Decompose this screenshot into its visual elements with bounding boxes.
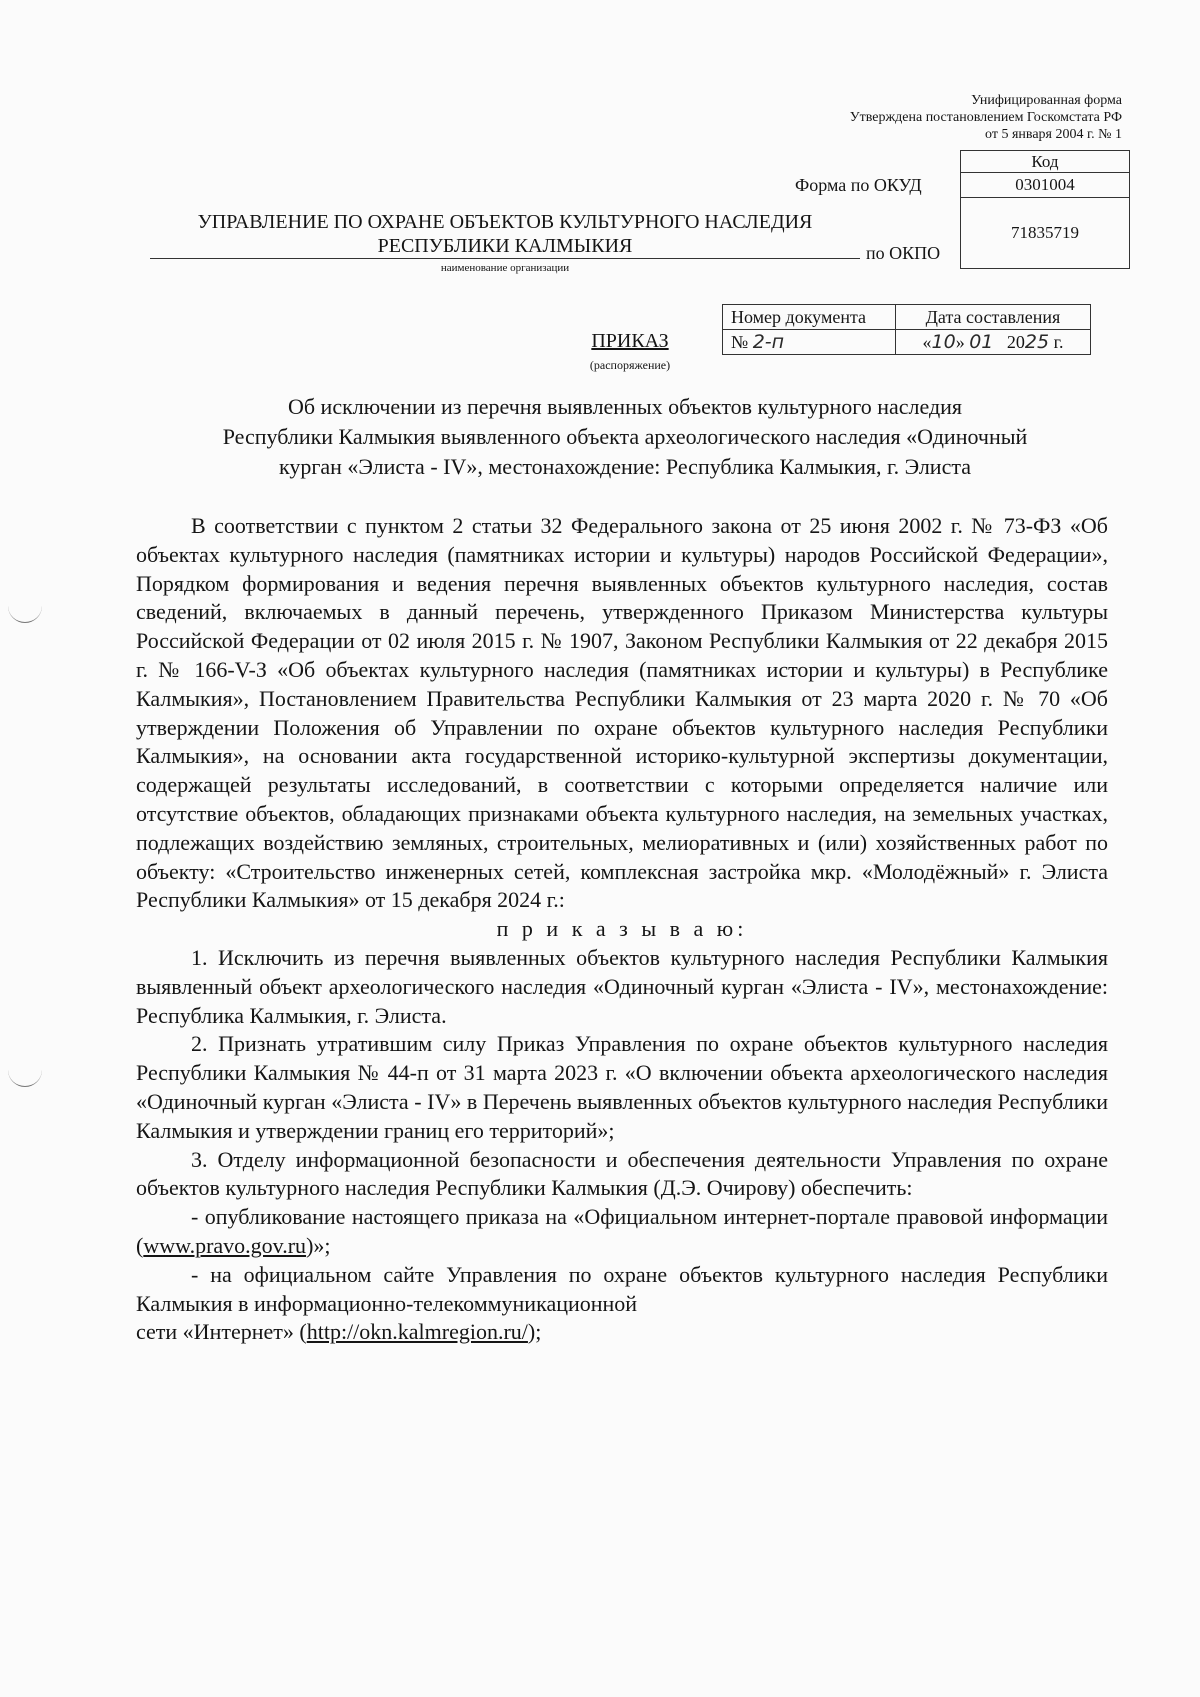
organization-underline <box>150 258 860 259</box>
form-note-line2: Утверждена постановлением Госкомстата РФ <box>849 110 1122 125</box>
order-item-3: 3. Отделу информационной безопасности и обеспечения деятельности Управления по охране объектов культурного наследия Республики Калмыкия (Д.Э. Очирову) обеспечить: <box>136 1146 1108 1201</box>
pravo-link[interactable]: www.pravo.gov.ru <box>143 1232 307 1258</box>
organization-line1: УПРАВЛЕНИЕ ПО ОХРАНЕ ОБЪЕКТОВ КУЛЬТУРНОГО НАСЛЕДИЯ <box>197 211 813 233</box>
organization-caption: наименование организации <box>440 262 570 274</box>
date-month: 01 <box>969 331 994 353</box>
bullet2-text2: сети «Интернет» ( <box>136 1319 307 1345</box>
order-bullet-2: - на официальном сайте Управления по охране объектов культурного наследия Республики Калмыкия в информационно-телекоммуникационной <box>136 1261 1108 1316</box>
bullet1-end: )»; <box>306 1232 331 1258</box>
bullet2-end: ); <box>527 1319 542 1345</box>
code-header: Код <box>961 151 1130 173</box>
organization-line2: РЕСПУБЛИКИ КАЛМЫКИЯ <box>377 235 633 257</box>
order-item-2: 2. Признать утратившим силу Приказ Управления по охране объектов культурного наследия Республики Калмыкия № 44-п от 31 марта 2023 г. «О включении объекта археологического наследия «Одиночный курган «Элиста - IV» в Перечень выявленных объектов культурного наследия Республики Калмыкия и утверждении границ его территорий»; <box>136 1031 1108 1143</box>
title-line1: Об исключении из перечня выявленных объектов культурного наследия <box>287 394 963 419</box>
date-day: 10 <box>931 331 956 353</box>
order-word: п р и к а з ы в а ю: <box>496 916 748 942</box>
scan-mark <box>8 1070 42 1087</box>
date-header: Дата составления <box>896 305 1091 330</box>
document-number-handwritten: 2-п <box>752 331 785 353</box>
okud-value: 0301004 <box>961 173 1130 198</box>
prikaz-label: ПРИКАЗ <box>591 330 669 352</box>
title-line2: Республики Калмыкия выявленного объекта археологического наследия «Одиночный <box>222 424 1028 449</box>
form-approval-note <box>702 92 1122 143</box>
document-date-cell: «10» 01 2025 г. <box>896 330 1091 355</box>
date-year-unit: г. <box>1053 332 1064 352</box>
date-year-prefix: 20 <box>1006 332 1025 352</box>
okpo-value: 71835719 <box>961 198 1130 269</box>
okud-label: Форма по ОКУД <box>795 175 922 195</box>
number-header: Номер документа <box>723 305 896 330</box>
document-title <box>140 392 1110 482</box>
order-bullet-2-cont <box>136 1318 1108 1347</box>
document-number-cell <box>723 330 896 355</box>
form-note-line3: от 5 января 2004 г. № 1 <box>985 127 1122 142</box>
document-subtype: (распоряжение) <box>589 358 671 372</box>
okn-link[interactable]: http://okn.kalmregion.ru/ <box>306 1319 528 1345</box>
order-item-1: 1. Исключить из перечня выявленных объектов культурного наследия Республики Калмыкия выявленный объект археологического наследия «Одиночный курган «Элиста - IV», местонахождение: Республика Калмыкия, г. Элиста. <box>136 944 1108 1028</box>
organization-name <box>150 210 860 258</box>
bullet1-text: - опубликование настоящего приказа на «Официальном интернет-портале правовой информации ( <box>136 1204 1108 1258</box>
order-bullet-1 <box>136 1203 1108 1261</box>
okpo-label: по ОКПО <box>866 243 941 263</box>
preamble-paragraph: В соответствии с пунктом 2 статьи 32 Федерального закона от 25 июня 2002 г. № 73-ФЗ «Об объектах культурного наследия (памятниках истории и культуры) народов Российской Федерации», Порядком формирования и ведения перечня выявленных объектов культурного наследия, состав сведений, включаемых в данный перечень, утвержденного Приказом Министерства культуры Российской Федерации от 02 июля 2015 г. № 1907, Законом Республики Калмыкия от 22 декабря 2015 г. № 166-V-З «Об объектах культурного наследия (памятниках истории и культуры) в Республике Калмыкия», Постановлением Правительства Республики Калмыкия от 23 марта 2020 г. № 70 «Об утверждении Положения об Управлении по охране объектов культурного наследия Республики Калмыкия», на основании акта государственной историко-культурной экспертизы документации, содержащей результаты исследований, в соответствии с которыми определяется наличие или отсутствие объектов, обладающих признаками объекта культурного наследия, на земельных участках, подлежащих воздействию земляных, строительных, мелиоративных и (или) хозяйственных работ по объекту: «Строительство инженерных сетей, комплексная застройка мкр. «Молодёжный» г. Элиста Республики Калмыкия» от 15 декабря 2024 г.: <box>136 513 1108 913</box>
document-type <box>560 330 700 353</box>
number-prefix: № <box>731 332 749 352</box>
date-year-suffix: 25 <box>1024 331 1050 353</box>
document-number-date-table <box>722 304 1091 355</box>
document-body <box>136 512 1108 1347</box>
scan-mark <box>8 606 42 623</box>
form-note-line1: Унифицированная форма <box>971 93 1122 108</box>
code-table <box>960 150 1130 269</box>
title-line3: курган «Элиста - IV», местонахождение: Республика Калмыкия, г. Элиста <box>278 454 971 479</box>
